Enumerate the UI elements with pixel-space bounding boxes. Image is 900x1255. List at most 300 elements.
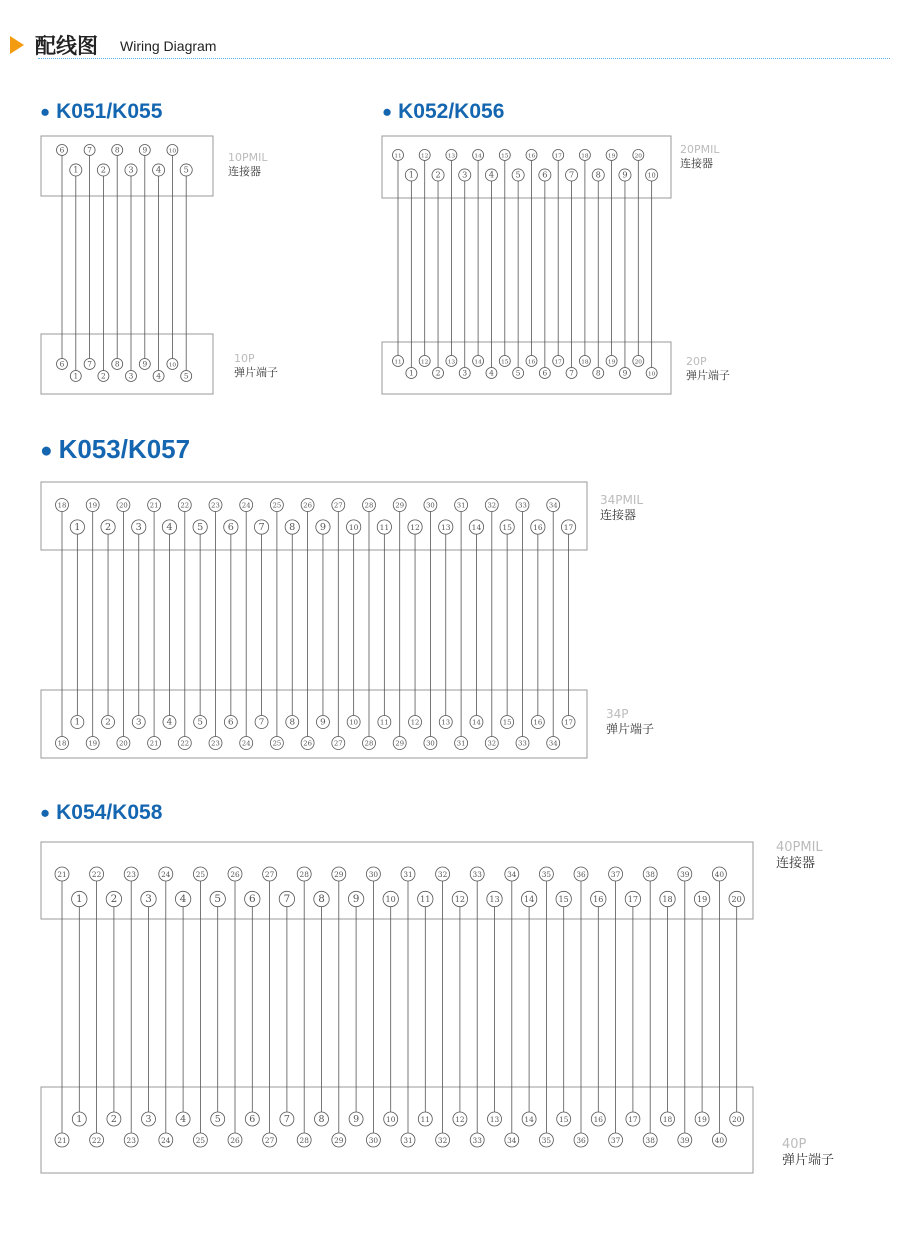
- connector-pin-18: [579, 150, 590, 161]
- svg-text:18: 18: [581, 153, 589, 160]
- terminal-pin-24: [240, 737, 253, 750]
- svg-text:5: 5: [515, 368, 521, 378]
- svg-text:10: 10: [386, 1114, 396, 1124]
- svg-text:21: 21: [57, 869, 67, 879]
- connector-box: [41, 482, 587, 550]
- connector-pin-29: [332, 867, 346, 881]
- svg-text:13: 13: [447, 153, 456, 160]
- terminal-pin-11: [393, 356, 404, 367]
- svg-text:36: 36: [576, 1135, 586, 1145]
- terminal-pin-4: [163, 716, 176, 729]
- svg-text:31: 31: [403, 1135, 413, 1145]
- svg-text:10: 10: [168, 362, 177, 369]
- connector-pin-12: [419, 150, 430, 161]
- connector-pin-21: [55, 867, 69, 881]
- terminal-pin-23: [209, 737, 222, 750]
- connector-pin-14: [469, 520, 483, 534]
- svg-text:15: 15: [502, 718, 512, 727]
- terminal-pin-20: [117, 737, 130, 750]
- connector-pin-8: [592, 169, 604, 181]
- svg-text:12: 12: [455, 1114, 465, 1124]
- terminal-pin-21: [148, 737, 161, 750]
- connector-pin-33: [516, 499, 529, 512]
- terminal-pin-31: [455, 737, 468, 750]
- connector-pin-23: [209, 499, 222, 512]
- svg-text:24: 24: [161, 869, 171, 879]
- connector-pin-1: [72, 891, 87, 906]
- svg-text:10: 10: [348, 523, 359, 533]
- connector-pin-2: [432, 169, 444, 181]
- svg-text:12: 12: [454, 894, 466, 905]
- terminal-pin-26: [228, 1133, 242, 1147]
- connector-pin-9: [619, 169, 631, 181]
- connector-pin-28: [363, 499, 376, 512]
- svg-text:30: 30: [368, 869, 379, 879]
- terminal-pin-28: [297, 1133, 311, 1147]
- connector-pin-35: [539, 867, 553, 881]
- terminal-pin-8: [315, 1112, 329, 1126]
- connector-pin-9: [348, 891, 363, 906]
- terminal-pin-19: [86, 737, 99, 750]
- svg-text:33: 33: [472, 869, 482, 879]
- svg-text:12: 12: [410, 523, 420, 533]
- svg-text:3: 3: [462, 169, 468, 180]
- terminal-pin-5: [513, 368, 524, 379]
- svg-text:4: 4: [166, 522, 173, 534]
- connector-pin-2: [97, 164, 109, 176]
- svg-text:37: 37: [610, 1135, 621, 1145]
- svg-text:8: 8: [114, 145, 120, 155]
- connector-pin-3: [459, 169, 471, 181]
- svg-text:13: 13: [441, 718, 451, 727]
- connector-box: [41, 842, 753, 919]
- connector-pin-4: [153, 164, 165, 176]
- terminal-pin-6: [245, 1112, 259, 1126]
- svg-text:26: 26: [230, 1135, 240, 1145]
- svg-text:2: 2: [110, 893, 118, 906]
- svg-text:14: 14: [471, 523, 482, 533]
- svg-text:5: 5: [515, 169, 521, 180]
- connector-label-pins: 40PMIL: [776, 840, 823, 855]
- terminal-label-pins: 20P: [686, 355, 707, 368]
- svg-text:31: 31: [456, 739, 466, 748]
- svg-text:14: 14: [472, 718, 481, 727]
- svg-text:16: 16: [593, 1114, 603, 1124]
- svg-text:7: 7: [258, 717, 265, 728]
- terminal-pin-1: [72, 1112, 86, 1126]
- connector-label-pins: 34PMIL: [600, 493, 644, 507]
- svg-text:24: 24: [241, 501, 251, 510]
- connector-pin-17: [553, 150, 564, 161]
- svg-text:17: 17: [628, 1114, 638, 1124]
- connector-label-pins: 10PMIL: [228, 151, 268, 164]
- connector-pin-1: [70, 164, 82, 176]
- terminal-pin-27: [263, 1133, 277, 1147]
- svg-text:10: 10: [168, 148, 177, 155]
- connector-pin-8: [112, 145, 123, 156]
- svg-text:3: 3: [145, 1113, 152, 1125]
- svg-text:18: 18: [581, 359, 589, 366]
- svg-text:19: 19: [88, 501, 98, 510]
- svg-text:13: 13: [489, 894, 500, 905]
- svg-text:18: 18: [662, 1114, 673, 1124]
- connector-label-type: 连接器: [776, 856, 816, 871]
- bullet-icon: ●: [382, 102, 393, 122]
- terminal-pin-21: [55, 1133, 69, 1147]
- svg-text:6: 6: [228, 717, 234, 728]
- svg-text:38: 38: [645, 869, 655, 879]
- connector-pin-19: [694, 891, 709, 906]
- svg-text:34: 34: [507, 1135, 517, 1145]
- connector-pin-36: [574, 867, 588, 881]
- svg-text:11: 11: [394, 359, 402, 366]
- connector-pin-30: [424, 499, 437, 512]
- terminal-pin-35: [539, 1133, 553, 1147]
- terminal-pin-19: [606, 356, 617, 367]
- svg-text:14: 14: [474, 359, 482, 366]
- terminal-pin-36: [574, 1133, 588, 1147]
- svg-text:4: 4: [488, 169, 495, 180]
- svg-text:8: 8: [318, 1113, 325, 1125]
- section-title-text: K053/K057: [58, 434, 191, 464]
- svg-text:28: 28: [364, 739, 374, 748]
- connector-pin-32: [436, 867, 450, 881]
- terminal-pin-30: [366, 1133, 380, 1147]
- connector-pin-7: [566, 169, 578, 181]
- svg-text:7: 7: [568, 169, 575, 180]
- terminal-pin-14: [522, 1112, 536, 1126]
- connector-pin-32: [485, 499, 498, 512]
- svg-text:11: 11: [420, 894, 431, 905]
- svg-text:10: 10: [349, 718, 358, 727]
- bullet-icon: ●: [40, 803, 51, 823]
- svg-text:1: 1: [408, 368, 414, 378]
- svg-text:8: 8: [595, 368, 601, 378]
- svg-text:12: 12: [410, 718, 420, 727]
- svg-text:2: 2: [105, 717, 111, 728]
- diagram-k053-k057: [41, 482, 654, 758]
- terminal-pin-19: [695, 1112, 709, 1126]
- svg-text:18: 18: [57, 501, 67, 510]
- terminal-pin-4: [176, 1112, 190, 1126]
- svg-text:27: 27: [264, 869, 275, 879]
- connector-pin-26: [228, 867, 242, 881]
- svg-text:30: 30: [426, 739, 435, 748]
- svg-text:5: 5: [214, 1113, 221, 1125]
- terminal-pin-14: [470, 716, 483, 729]
- terminal-pin-7: [84, 359, 95, 370]
- svg-text:20: 20: [634, 359, 642, 366]
- svg-text:11: 11: [420, 1114, 430, 1124]
- svg-text:40: 40: [714, 869, 725, 879]
- svg-text:32: 32: [487, 739, 497, 748]
- svg-text:20: 20: [119, 501, 128, 510]
- svg-text:13: 13: [440, 523, 451, 533]
- terminal-pin-20: [730, 1112, 744, 1126]
- terminal-pin-17: [626, 1112, 640, 1126]
- svg-text:29: 29: [334, 1135, 344, 1145]
- svg-text:17: 17: [554, 153, 562, 160]
- connector-pin-17: [625, 891, 640, 906]
- svg-text:19: 19: [607, 153, 616, 160]
- svg-text:14: 14: [524, 1114, 534, 1124]
- svg-text:35: 35: [541, 1135, 552, 1145]
- svg-text:9: 9: [319, 522, 327, 534]
- terminal-pin-12: [409, 716, 422, 729]
- connector-pin-11: [393, 150, 404, 161]
- svg-text:12: 12: [421, 153, 429, 160]
- terminal-pin-8: [112, 359, 123, 370]
- svg-text:8: 8: [289, 717, 296, 728]
- svg-text:3: 3: [128, 371, 134, 381]
- terminal-pin-6: [57, 359, 68, 370]
- svg-text:7: 7: [283, 893, 291, 906]
- svg-text:6: 6: [59, 359, 65, 369]
- svg-text:1: 1: [73, 164, 79, 175]
- terminal-pin-3: [132, 716, 145, 729]
- terminal-pin-15: [557, 1112, 571, 1126]
- svg-text:16: 16: [593, 894, 604, 905]
- svg-text:40: 40: [714, 1135, 725, 1145]
- connector-pin-13: [487, 891, 502, 906]
- svg-text:19: 19: [696, 894, 708, 905]
- svg-text:6: 6: [248, 893, 256, 906]
- svg-text:24: 24: [241, 739, 251, 748]
- svg-text:15: 15: [559, 1114, 569, 1124]
- svg-text:29: 29: [334, 869, 344, 879]
- svg-text:3: 3: [128, 164, 134, 175]
- svg-text:22: 22: [91, 869, 102, 879]
- connector-pin-28: [297, 867, 311, 881]
- connector-pin-33: [470, 867, 484, 881]
- terminal-label-pins: 10P: [234, 352, 255, 365]
- svg-text:9: 9: [320, 717, 326, 728]
- terminal-pin-15: [501, 716, 514, 729]
- connector-pin-7: [84, 145, 95, 156]
- svg-text:11: 11: [380, 718, 389, 727]
- svg-text:5: 5: [197, 717, 203, 728]
- connector-pin-31: [455, 499, 468, 512]
- svg-text:22: 22: [91, 1135, 102, 1145]
- connector-pin-5: [210, 891, 225, 906]
- terminal-pin-29: [393, 737, 406, 750]
- svg-text:16: 16: [533, 523, 543, 533]
- svg-text:8: 8: [318, 893, 325, 906]
- svg-text:28: 28: [364, 501, 374, 510]
- connector-pin-5: [512, 169, 524, 181]
- svg-text:11: 11: [394, 153, 402, 160]
- svg-text:2: 2: [435, 169, 441, 180]
- terminal-pin-22: [90, 1133, 104, 1147]
- connector-pin-19: [606, 150, 617, 161]
- svg-text:2: 2: [104, 522, 112, 534]
- svg-text:3: 3: [462, 368, 468, 378]
- connector-pin-7: [279, 891, 294, 906]
- svg-text:5: 5: [197, 522, 204, 534]
- terminal-pin-18: [56, 737, 69, 750]
- connector-pin-38: [643, 867, 657, 881]
- svg-text:32: 32: [487, 501, 497, 510]
- svg-text:9: 9: [353, 1113, 360, 1125]
- connector-pin-7: [254, 520, 268, 534]
- connector-pin-5: [180, 164, 192, 176]
- svg-text:13: 13: [489, 1114, 500, 1124]
- terminal-pin-24: [159, 1133, 173, 1147]
- terminal-pin-16: [526, 356, 537, 367]
- svg-text:9: 9: [142, 145, 148, 155]
- terminal-pin-28: [363, 737, 376, 750]
- terminal-pin-15: [499, 356, 510, 367]
- connector-pin-40: [712, 867, 726, 881]
- connector-pin-3: [132, 520, 146, 534]
- terminal-pin-26: [301, 737, 314, 750]
- svg-text:29: 29: [395, 739, 405, 748]
- terminal-pin-3: [142, 1112, 156, 1126]
- svg-text:21: 21: [57, 1135, 67, 1145]
- connector-pin-23: [124, 867, 138, 881]
- connector-pin-3: [141, 891, 156, 906]
- section-title-text: K052/K056: [398, 100, 505, 123]
- terminal-pin-2: [98, 371, 109, 382]
- svg-text:21: 21: [149, 501, 159, 510]
- svg-text:37: 37: [610, 869, 621, 879]
- connector-pin-20: [729, 891, 744, 906]
- terminal-pin-27: [332, 737, 345, 750]
- connector-pin-30: [366, 867, 380, 881]
- svg-text:7: 7: [569, 368, 574, 378]
- connector-pin-15: [500, 520, 514, 534]
- connector-pin-2: [101, 520, 115, 534]
- connector-pin-3: [125, 164, 137, 176]
- terminal-pin-11: [418, 1112, 432, 1126]
- connector-pin-12: [452, 891, 467, 906]
- svg-text:34: 34: [507, 869, 517, 879]
- connector-pin-18: [660, 891, 675, 906]
- svg-text:35: 35: [541, 869, 552, 879]
- svg-text:13: 13: [447, 359, 456, 366]
- svg-text:5: 5: [214, 893, 222, 906]
- connector-pin-39: [678, 867, 692, 881]
- connector-pin-31: [401, 867, 415, 881]
- terminal-pin-33: [516, 737, 529, 750]
- svg-text:4: 4: [180, 1113, 187, 1125]
- terminal-label-type: 弹片端子: [234, 366, 278, 379]
- connector-box: [382, 136, 671, 198]
- connector-pin-16: [591, 891, 606, 906]
- svg-text:15: 15: [501, 153, 509, 160]
- terminal-label-type: 弹片端子: [686, 369, 730, 382]
- terminal-pin-10: [384, 1112, 398, 1126]
- svg-text:6: 6: [542, 368, 548, 378]
- svg-text:1: 1: [76, 1113, 83, 1125]
- svg-text:31: 31: [403, 869, 413, 879]
- connector-pin-20: [117, 499, 130, 512]
- connector-pin-25: [270, 499, 283, 512]
- svg-text:17: 17: [564, 718, 573, 727]
- svg-text:20: 20: [731, 894, 742, 905]
- svg-text:16: 16: [533, 718, 543, 727]
- connector-pin-10: [167, 145, 178, 156]
- svg-text:26: 26: [303, 739, 312, 748]
- svg-text:17: 17: [563, 523, 574, 533]
- svg-text:34: 34: [548, 739, 558, 748]
- svg-text:14: 14: [474, 153, 482, 160]
- connector-pin-18: [56, 499, 69, 512]
- svg-text:31: 31: [456, 501, 466, 510]
- terminal-pin-29: [332, 1133, 346, 1147]
- connector-pin-26: [301, 499, 314, 512]
- terminal-pin-12: [453, 1112, 467, 1126]
- header-title-cn: 配线图: [35, 34, 98, 58]
- svg-text:15: 15: [558, 894, 569, 905]
- connector-pin-6: [245, 891, 260, 906]
- terminal-pin-8: [286, 716, 299, 729]
- connector-pin-37: [609, 867, 623, 881]
- terminal-pin-14: [473, 356, 484, 367]
- svg-text:2: 2: [100, 164, 107, 175]
- connector-label-type: 连接器: [228, 165, 261, 178]
- connector-label-type: 连接器: [600, 508, 637, 522]
- connector-pin-16: [526, 150, 537, 161]
- connector-pin-4: [485, 169, 497, 181]
- svg-text:17: 17: [554, 359, 562, 366]
- terminal-pin-1: [406, 368, 417, 379]
- svg-text:26: 26: [303, 501, 312, 510]
- svg-text:23: 23: [126, 869, 136, 879]
- connector-pin-4: [175, 891, 190, 906]
- svg-text:21: 21: [149, 739, 159, 748]
- connector-pin-8: [285, 520, 299, 534]
- connector-pin-12: [408, 520, 422, 534]
- terminal-pin-40: [712, 1133, 726, 1147]
- terminal-pin-1: [71, 716, 84, 729]
- svg-text:7: 7: [87, 145, 92, 155]
- terminal-pin-18: [661, 1112, 675, 1126]
- svg-text:8: 8: [114, 359, 120, 369]
- terminal-pin-3: [459, 368, 470, 379]
- terminal-pin-6: [224, 716, 237, 729]
- connector-pin-6: [57, 145, 68, 156]
- connector-pin-5: [193, 520, 207, 534]
- terminal-label-type: 弹片端子: [782, 1153, 835, 1168]
- terminal-pin-9: [316, 716, 329, 729]
- terminal-pin-23: [124, 1133, 138, 1147]
- svg-text:6: 6: [227, 522, 234, 534]
- connector-pin-11: [377, 520, 391, 534]
- svg-text:33: 33: [518, 739, 527, 748]
- svg-text:1: 1: [74, 522, 81, 534]
- terminal-pin-13: [488, 1112, 502, 1126]
- terminal-pin-10: [646, 368, 657, 379]
- terminal-pin-12: [419, 356, 430, 367]
- svg-text:30: 30: [426, 501, 435, 510]
- svg-text:18: 18: [662, 894, 673, 905]
- bullet-icon: ●: [40, 102, 51, 122]
- terminal-pin-7: [566, 368, 577, 379]
- connector-pin-34: [505, 867, 519, 881]
- header-title-en: Wiring Diagram: [120, 38, 217, 54]
- svg-text:10: 10: [647, 371, 656, 378]
- svg-text:6: 6: [542, 169, 548, 180]
- bullet-icon: ●: [40, 439, 53, 463]
- terminal-pin-2: [107, 1112, 121, 1126]
- svg-text:2: 2: [101, 371, 106, 381]
- svg-text:9: 9: [352, 893, 360, 906]
- svg-text:34: 34: [548, 501, 558, 510]
- svg-text:25: 25: [195, 1135, 206, 1145]
- connector-pin-10: [383, 891, 398, 906]
- svg-text:39: 39: [680, 869, 690, 879]
